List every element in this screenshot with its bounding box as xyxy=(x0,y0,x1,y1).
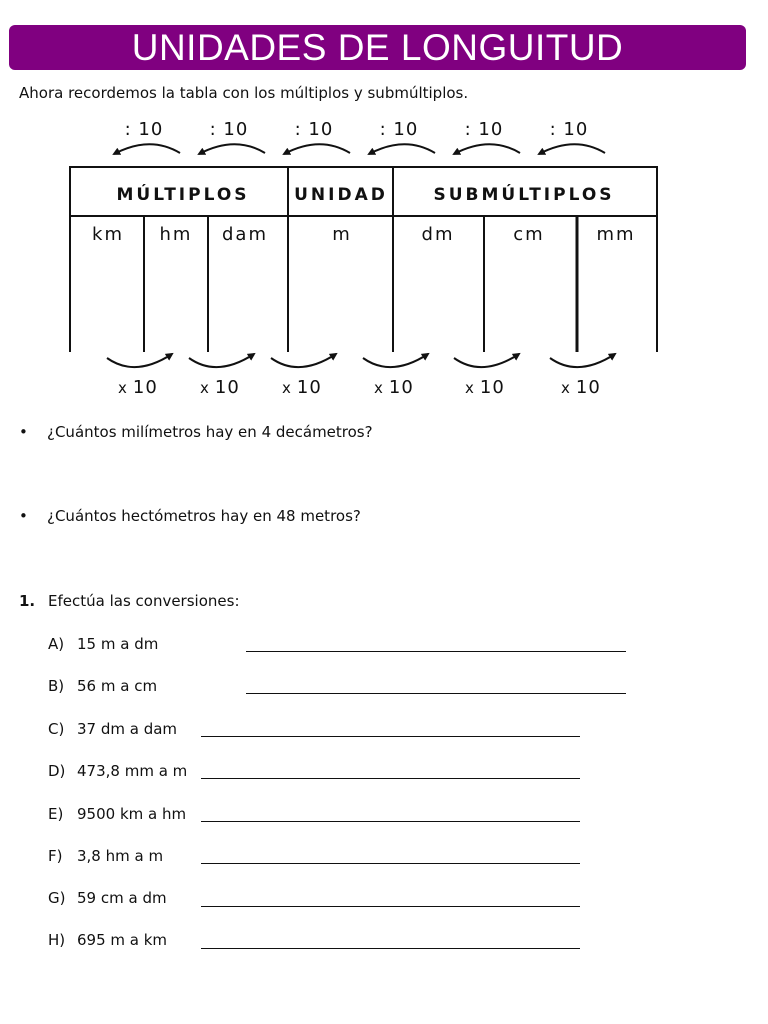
answer-line[interactable] xyxy=(201,778,580,779)
conversion-item xyxy=(48,889,167,909)
answer-line[interactable] xyxy=(201,736,580,737)
conversion-item xyxy=(48,847,163,867)
answer-line[interactable] xyxy=(201,821,580,822)
bullet-icon: • xyxy=(19,507,28,525)
left-arrow-icon xyxy=(369,144,435,154)
item-text: 695 m a km xyxy=(77,931,168,949)
answer-line[interactable] xyxy=(201,906,580,907)
right-arrow-icon xyxy=(189,354,254,367)
right-arrow-icon xyxy=(363,354,428,367)
item-text: 37 dm a dam xyxy=(77,720,178,738)
item-letter: A) xyxy=(48,635,65,653)
answer-line[interactable] xyxy=(246,693,626,694)
mul-label: x 10 xyxy=(200,377,240,398)
conversion-item xyxy=(48,720,177,740)
unit-m: m xyxy=(332,224,350,245)
page-title: UNIDADES DE LONGUITUD xyxy=(131,27,624,68)
item-letter: G) xyxy=(48,889,66,907)
unit-km: km xyxy=(92,224,124,245)
unit-cm: cm xyxy=(513,224,545,245)
division-arrows xyxy=(114,119,605,154)
mul-label: x 10 xyxy=(118,377,158,398)
div-label: : 10 xyxy=(379,119,419,140)
conversion-item xyxy=(48,762,187,782)
right-arrow-icon xyxy=(107,354,172,367)
conversion-item xyxy=(48,677,157,697)
intro-text: Ahora recordemos la tabla con los múltiplos y submúltiplos. xyxy=(19,84,469,102)
item-letter: E) xyxy=(48,805,64,823)
div-label: : 10 xyxy=(124,119,164,140)
left-arrow-icon xyxy=(199,144,265,154)
right-arrow-icon xyxy=(454,354,519,367)
mul-label: x 10 xyxy=(282,377,322,398)
item-letter: D) xyxy=(48,762,66,780)
item-text: 3,8 hm a m xyxy=(77,847,164,865)
multiplication-arrows xyxy=(107,354,615,398)
left-arrow-icon xyxy=(539,144,605,154)
question-text: ¿Cuántos hectómetros hay en 48 metros? xyxy=(47,507,361,525)
left-arrow-icon xyxy=(454,144,520,154)
item-letter: B) xyxy=(48,677,65,695)
bullet-icon: • xyxy=(19,423,28,441)
conversion-item xyxy=(48,931,167,951)
units-conversion-table xyxy=(0,110,768,410)
item-text: 9500 km a hm xyxy=(77,805,187,823)
left-arrow-icon xyxy=(284,144,350,154)
group-unidad: UNIDAD xyxy=(294,185,388,205)
title-banner xyxy=(9,25,746,70)
answer-line[interactable] xyxy=(201,948,580,949)
left-arrow-icon xyxy=(114,144,180,154)
div-label: : 10 xyxy=(209,119,249,140)
answer-line[interactable] xyxy=(201,863,580,864)
conversion-item xyxy=(48,635,158,655)
unit-dam: dam xyxy=(222,224,268,245)
mul-label: x 10 xyxy=(465,377,505,398)
div-label: : 10 xyxy=(464,119,504,140)
exercise-heading xyxy=(19,592,240,610)
mul-label: x 10 xyxy=(561,377,601,398)
conversion-item xyxy=(48,805,186,825)
div-label: : 10 xyxy=(549,119,589,140)
item-letter: F) xyxy=(48,847,63,865)
unit-dm: dm xyxy=(421,224,455,245)
div-label: : 10 xyxy=(294,119,334,140)
exercise-instruction: Efectúa las conversiones: xyxy=(48,592,240,610)
unit-hm: hm xyxy=(159,224,193,245)
exercise-number: 1. xyxy=(19,592,36,610)
right-arrow-icon xyxy=(550,354,615,367)
mul-label: x 10 xyxy=(374,377,414,398)
item-text: 473,8 mm a m xyxy=(77,762,188,780)
item-text: 56 m a cm xyxy=(77,677,158,695)
item-text: 59 cm a dm xyxy=(77,889,167,907)
group-submultiplos: SUBMÚLTIPLOS xyxy=(433,185,615,205)
question-item xyxy=(19,423,373,441)
unit-mm: mm xyxy=(596,224,636,245)
item-text: 15 m a dm xyxy=(77,635,159,653)
question-item xyxy=(19,507,361,525)
item-letter: C) xyxy=(48,720,65,738)
question-text: ¿Cuántos milímetros hay en 4 decámetros? xyxy=(47,423,373,441)
item-letter: H) xyxy=(48,931,66,949)
right-arrow-icon xyxy=(271,354,336,367)
group-multiplos: MÚLTIPLOS xyxy=(116,185,250,205)
answer-line[interactable] xyxy=(246,651,626,652)
